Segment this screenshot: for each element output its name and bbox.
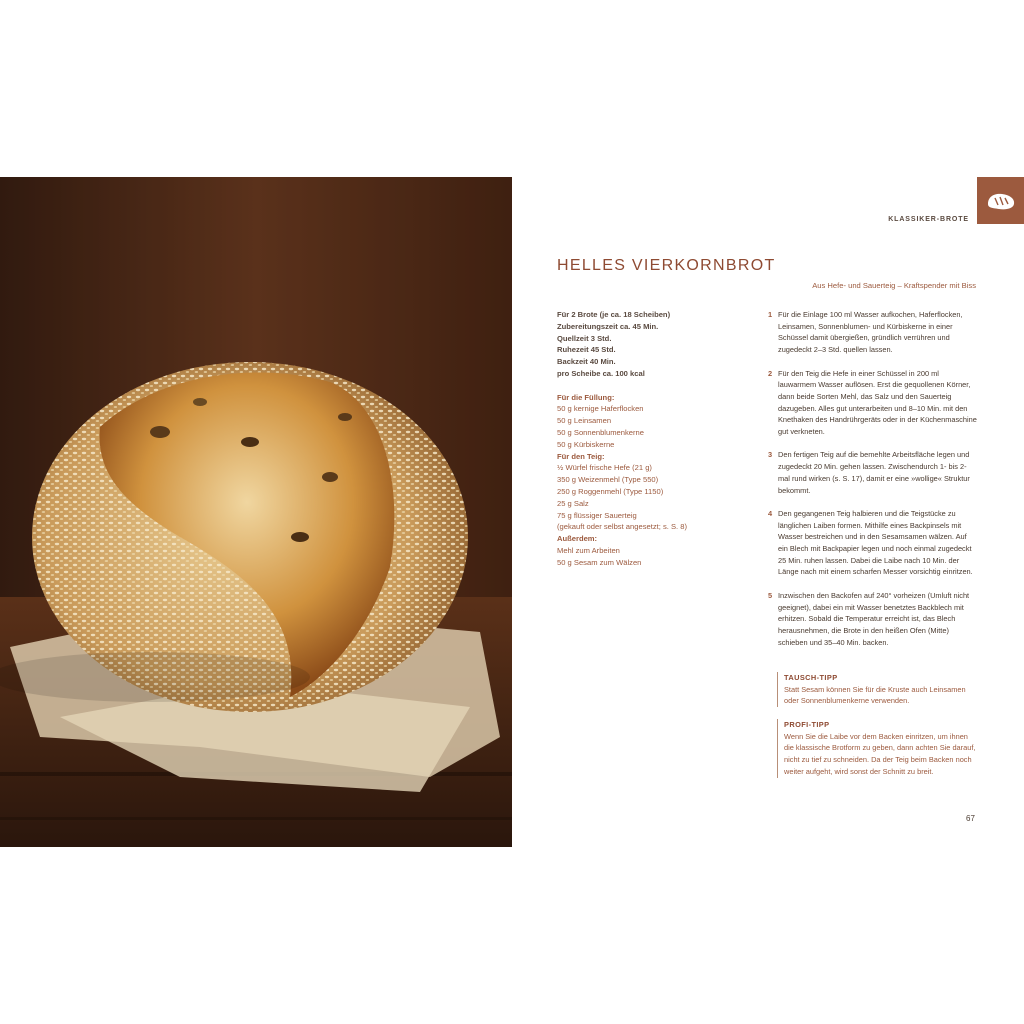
recipe-title: HELLES VIERKORNBROT (557, 257, 776, 274)
meta-line: Quellzeit 3 Std. (557, 333, 612, 343)
step-text: Für die Einlage 100 ml Wasser aufkochen, Haferflocken, Leinsamen, Sonnenblumen- und Kürbiskerne in einer Schüssel damit übergießen, gründlich verrühren und zugedeckt 2–3 Std. quellen lassen. (778, 310, 963, 355)
tip-text: Wenn Sie die Laibe vor dem Backen einritzen, um ihnen die klassische Brotform zu geben, dann achten Sie darauf, nicht zu tief zu schneiden. Da der Teig beim Backen noch weiter aufgeht, wird sonst der Schnitt zu breit. (784, 731, 976, 776)
step-number: 3 (768, 450, 773, 460)
ingredients-column (557, 309, 747, 569)
ingredient-line: 25 g Salz (557, 498, 589, 508)
steps-column (768, 309, 978, 660)
step-number: 1 (768, 310, 773, 319)
step-text: Inzwischen den Backofen auf 240° vorheizen (Umluft nicht geeignet), dabei ein mit Wasser benetztes Backblech mit erhitzen. Sobald die Temperatur erreicht ist, das Blech herausnehmen, die Brote in den heißen Ofen (Mitte) schieben und 35–40 Min. backen. (778, 590, 970, 647)
step-text: Den gegangenen Teig halbieren und die Teigstücke zu länglichen Laiben formen. Mithilfe eines Backpinsels mit Wasser bestreichen und in den Sesamsamen wälzen. Auf ein Blech mit Backpapier legen und noch einmal zugedeckt 25 Min. ruhen lassen. Dabei die Laibe nach 10 Min. der Länge nach mit einem scharfen Messer vorsichtig einritzen. (778, 508, 973, 577)
step-item (768, 449, 978, 496)
bread-photo (0, 177, 512, 847)
step-item (768, 590, 978, 649)
ingredient-line: Mehl zum Arbeiten (557, 545, 620, 555)
step-number: 5 (768, 590, 773, 600)
ingredient-line: ½ Würfel frische Hefe (21 g) (557, 463, 652, 473)
page-number: 67 (966, 814, 975, 823)
tip-heading: TAUSCH-TIPP (784, 673, 838, 682)
recipe-subtitle: Aus Hefe- und Sauerteig – Kraftspender mit Biss (812, 281, 976, 290)
ingredient-group-heading: Für die Füllung: (557, 392, 615, 402)
step-item (768, 508, 978, 578)
bread-icon (985, 190, 1017, 212)
ingredient-line: 250 g Roggenmehl (Type 1150) (557, 486, 664, 496)
ingredient-line: 75 g flüssiger Sauerteig (557, 510, 637, 520)
ingredient-line: 50 g Kürbiskerne (557, 439, 615, 449)
meta-line: Zubereitungszeit ca. 45 Min. (557, 321, 659, 331)
ingredient-line: 350 g Weizenmehl (Type 550) (557, 475, 659, 485)
meta-line: Backzeit 40 Min. (557, 357, 616, 367)
ingredient-group-heading: Für den Teig: (557, 451, 605, 461)
step-number: 2 (768, 368, 773, 378)
tausch-tipp-box (777, 672, 977, 707)
section-label: KLASSIKER-BROTE (888, 216, 969, 223)
spacer (557, 380, 747, 392)
step-item (768, 309, 978, 356)
meta-line: pro Scheibe ca. 100 kcal (557, 368, 645, 378)
step-item (768, 368, 978, 438)
profi-tipp-box (777, 719, 977, 778)
tip-heading: PROFI-TIPP (784, 720, 830, 729)
ingredient-line: 50 g Sonnenblumenkerne (557, 427, 644, 437)
meta-line: Ruhezeit 45 Std. (557, 345, 616, 355)
tip-text: Statt Sesam können Sie für die Kruste auch Leinsamen oder Sonnenblumenkerne verwenden. (784, 684, 966, 706)
ingredient-group-heading: Außerdem: (557, 534, 598, 544)
chapter-tab (977, 177, 1024, 224)
meta-line: Für 2 Brote (je ca. 18 Scheiben) (557, 310, 671, 319)
ingredient-line: 50 g kernige Haferflocken (557, 404, 644, 414)
step-text: Für den Teig die Hefe in einer Schüssel in 200 ml lauwarmem Wasser auflösen. Erst die gequollenen Körner, dann beide Sorten Mehl, das Salz und den Sauerteig dazugeben. Alles gut unterarbeiten und 8–10 Min. mit den Knethaken des Handrührgeräts oder in der Küchenmaschine gut verkneten. (778, 368, 977, 437)
bread-illustration (0, 177, 512, 847)
step-number: 4 (768, 508, 773, 518)
step-text: Den fertigen Teig auf die bemehlte Arbeitsfläche legen und zugedeckt 20 Min. gehen lassen. Zwischendurch 1- bis 2-mal rund wirken (s. S. 17), damit er eine »wollige« Struktur bekommt. (778, 450, 970, 495)
ingredient-line: 50 g Leinsamen (557, 416, 612, 426)
ingredient-line: (gekauft oder selbst angesetzt; s. S. 8) (557, 522, 688, 532)
ingredient-line: 50 g Sesam zum Wälzen (557, 557, 642, 567)
